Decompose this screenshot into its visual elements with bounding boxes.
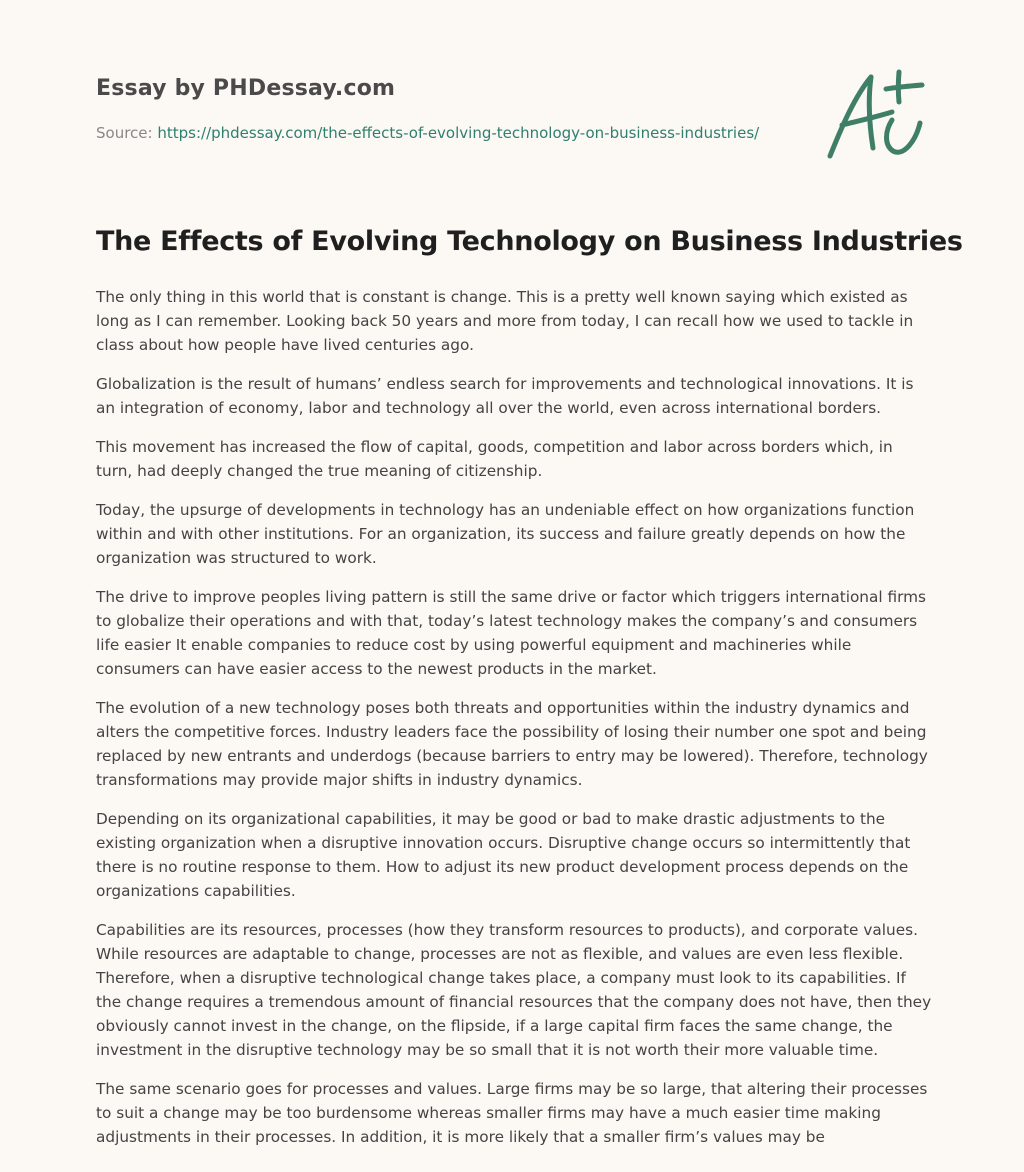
essay-paragraph: Capabilities are its resources, processes (how they transform resources to products), and corporate values. While resources are adaptable to change, processes are not as flexible, and values are even less flexible. Therefore, when a disruptive technological change takes place, a company must look to its capabilities. If the change requires a tremendous amount of financial resources that the company does not have, then they obviously cannot invest in the change, on the flipside, if a large capital firm faces the same change, the investment in the disruptive technology may be so small that it is not worth their more valuable time.: [96, 921, 932, 1059]
essay-paragraph: The only thing in this world that is constant is change. This is a pretty well known saying which existed as long as I can remember. Looking back 50 years and more from today, I can recall how we used to tackle in class about how people have lived centuries ago.: [96, 288, 914, 354]
site-brand: Essay by PHDessay.com: [96, 76, 396, 101]
source-link[interactable]: https://phdessay.com/the-effects-of-evolving-technology-on-business-industries/: [157, 124, 760, 142]
essay-title: The Effects of Evolving Technology on Business Industries: [96, 226, 963, 257]
essay-paragraph: Depending on its organizational capabilities, it may be good or bad to make drastic adjustments to the existing organization when a disruptive innovation occurs. Disruptive change occurs so intermittently that there is no routine response to them. How to adjust its new product development process depends on the organizations capabilities.: [96, 810, 911, 900]
essay-body: [96, 285, 932, 1164]
source-line: [96, 124, 759, 142]
essay-paragraph: The same scenario goes for processes and values. Large firms may be so large, that altering their processes to suit a change may be too burdensome whereas smaller firms may have a much easier time making adjustments in their processes. In addition, it is more likely that a smaller firm’s values may be: [96, 1080, 928, 1146]
essay-paragraph: The drive to improve peoples living pattern is still the same drive or factor which triggers international firms to globalize their operations and with that, today’s latest technology makes the company’s and consumers life easier It enable companies to reduce cost by using powerful equipment and machineries while consumers can have easier access to the newest products in the market.: [96, 588, 927, 678]
essay-paragraph: This movement has increased the flow of capital, goods, competition and labor across borders which, in turn, had deeply changed the true meaning of citizenship.: [96, 438, 893, 480]
source-label: Source:: [96, 124, 153, 142]
essay-paragraph: The evolution of a new technology poses both threats and opportunities within the industry dynamics and alters the competitive forces. Industry leaders face the possibility of losing their number one spot and being replaced by new entrants and underdogs (because barriers to entry may be lowered). Therefore, technology transformations may provide major shifts in industry dynamics.: [96, 699, 928, 789]
essay-paragraph: Globalization is the result of humans’ endless search for improvements and technological innovations. It is an integration of economy, labor and technology all over the world, even across international borders.: [96, 375, 914, 417]
a-plus-logo-icon: [824, 68, 928, 164]
essay-paragraph: Today, the upsurge of developments in technology has an undeniable effect on how organizations function within and with other institutions. For an organization, its success and failure greatly depends on how the organization was structured to work.: [96, 501, 915, 567]
